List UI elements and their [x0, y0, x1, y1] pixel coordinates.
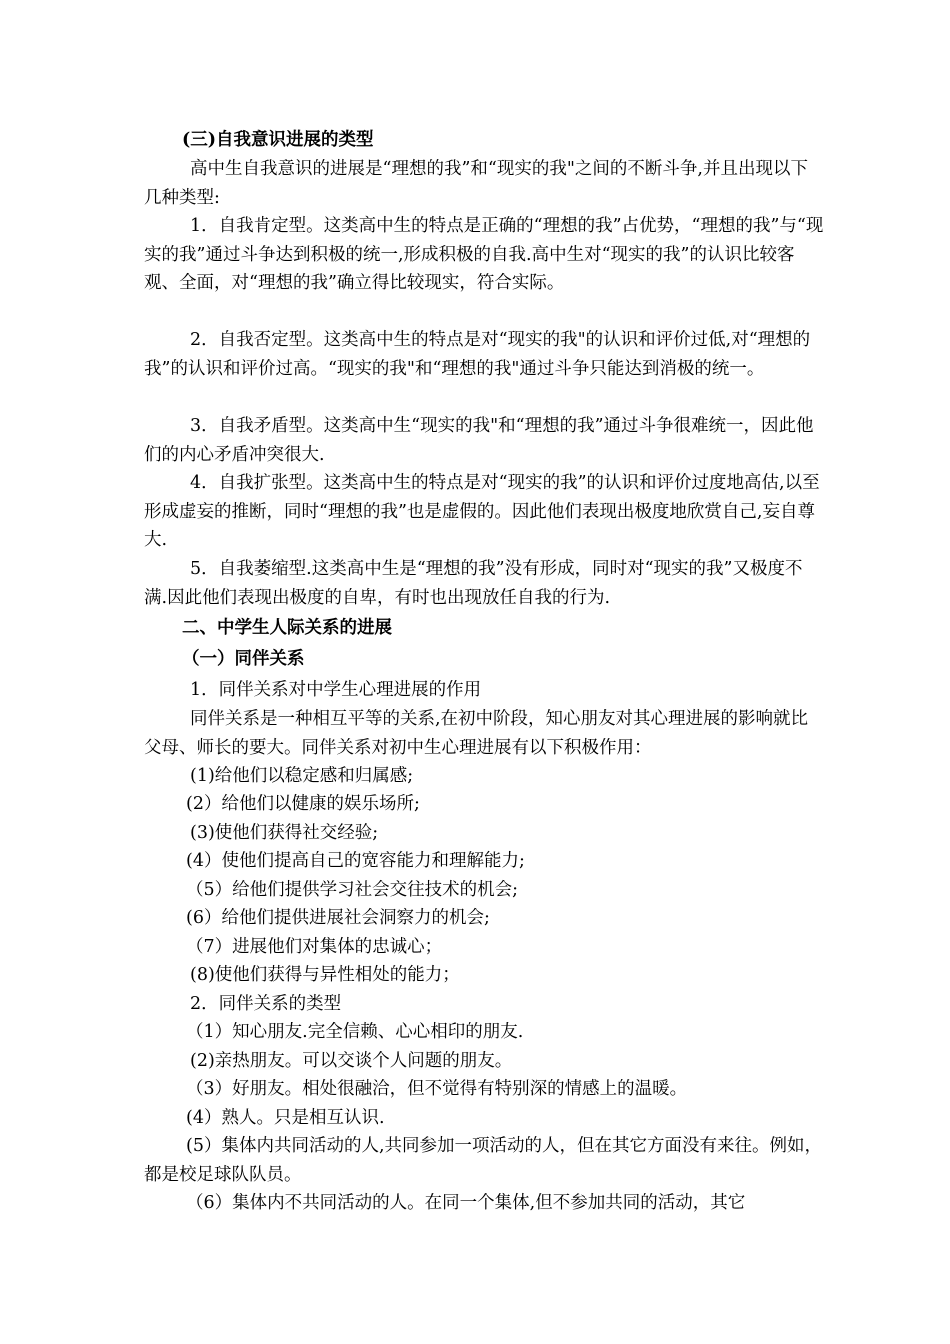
item-intro: 同伴关系是一种相互平等的关系,在初中阶段，知心朋友对其心理进展的影响就比父母、师长的要大。同伴关系对初中生心理进展有以下积极作用：	[144, 709, 809, 758]
list-item: （1）知心朋友.完全信赖、心心相印的朋友.	[186, 1022, 524, 1042]
subsection-heading: （一）同伴关系	[182, 649, 305, 669]
list-item: (2）给他们以健康的娱乐场所;	[186, 794, 420, 814]
type-paragraph: 4．自我扩张型。这类高中生的特点是对“现实的我”的认识和评价过度地高估,以至形成虚妄的推断，同时“理想的我”也是虚假的。因此他们表现出极度地欣赏自己,妄自尊大.	[144, 473, 820, 550]
list-item: （6）集体内不共同活动的人。在同一个集体,但不参加共同的活动，其它	[186, 1193, 746, 1213]
section-intro: 高中生自我意识的进展是“理想的我”和“现实的我"之间的不断斗争,并且出现以下几种类型:	[144, 159, 808, 208]
list-item: （3）好朋友。相处很融洽，但不觉得有特别深的情感上的温暖。	[186, 1079, 688, 1099]
type-paragraph: 3．自我矛盾型。这类高中生“现实的我"和“理想的我”通过斗争很难统一，因此他们的内心矛盾冲突很大.	[144, 416, 814, 465]
item-title: 2．同伴关系的类型	[190, 994, 342, 1014]
list-item: （5）给他们提供学习社会交往技术的机会;	[186, 880, 519, 900]
type-paragraph: 2．自我否定型。这类高中生的特点是对“现实的我"的认识和评价过低,对“理想的我”的认识和评价过高。“现实的我"和“理想的我"通过斗争只能达到消极的统一。	[144, 330, 811, 379]
part-heading: 二、中学生人际关系的进展	[182, 618, 392, 638]
list-item: (5）集体内共同活动的人,共同参加一项活动的人，但在其它方面没有来往。例如，都是校足球队队员。	[144, 1136, 823, 1185]
list-item: (2)亲热朋友。可以交谈个人问题的朋友。	[190, 1051, 513, 1071]
list-item: (3)使他们获得社交经验;	[190, 823, 379, 843]
list-item: (4）熟人。只是相互认识.	[186, 1108, 385, 1128]
section-heading: (三)自我意识进展的类型	[182, 130, 374, 150]
list-item: (1)给他们以稳定感和归属感;	[190, 766, 414, 786]
list-item: (4）使他们提高自己的宽容能力和理解能力;	[186, 851, 525, 871]
type-paragraph: 1．自我肯定型。这类高中生的特点是正确的“理想的我”占优势，“理想的我”与“现实的我”通过斗争达到积极的统一,形成积极的自我.高中生对“现实的我”的认识比较客观、全面，对“理想的我”确立得比较现实，符合实际。	[144, 216, 824, 293]
list-item: (8)使他们获得与异性相处的能力；	[190, 965, 460, 985]
list-item: (6）给他们提供进展社会洞察力的机会;	[186, 908, 490, 928]
item-title: 1．同伴关系对中学生心理进展的作用	[190, 680, 482, 700]
type-paragraph: 5．自我萎缩型.这类高中生是“理想的我”没有形成，同时对“现实的我”又极度不满.因此他们表现出极度的自卑，有时也出现放任自我的行为.	[144, 559, 803, 608]
list-item: （7）进展他们对集体的忠诚心；	[186, 937, 443, 957]
